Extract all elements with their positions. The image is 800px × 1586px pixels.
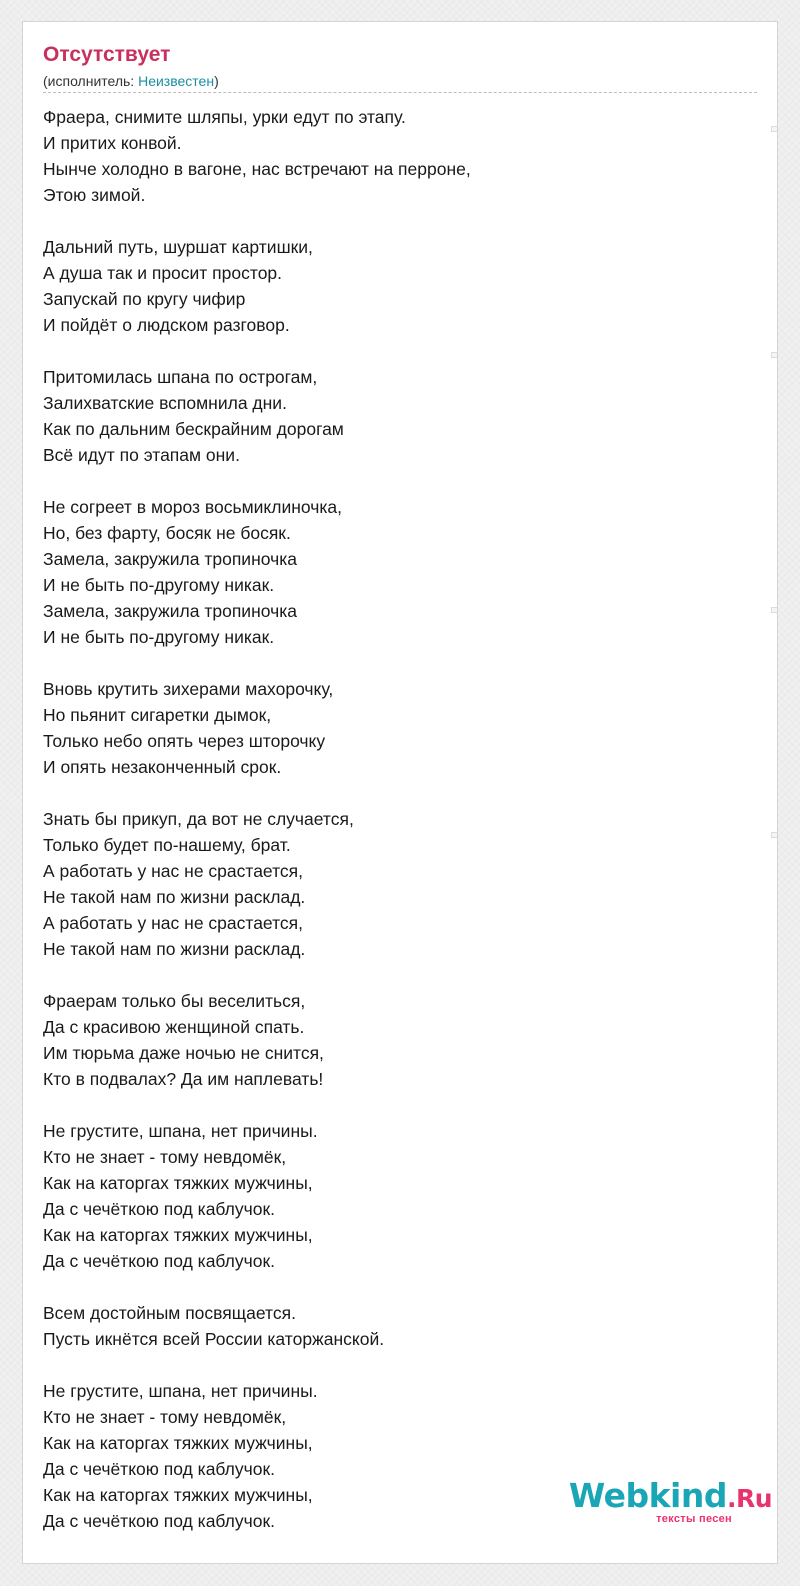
artist-suffix: ) [214, 73, 219, 89]
lyric-line: Как по дальним бескрайним дорогам [43, 419, 344, 439]
logo-tagline: тексты песен [656, 1513, 732, 1525]
lyric-line: Да с чечёткою под каблучок. [43, 1199, 276, 1219]
lyrics-card [22, 21, 778, 1564]
lyric-line: Всё идут по этапам они. [43, 445, 240, 465]
lyric-line: А работать у нас не срастается, [43, 913, 303, 933]
lyric-line: И не быть по-другому никак. [43, 575, 275, 595]
corner-mark [771, 607, 777, 613]
lyric-line: А работать у нас не срастается, [43, 861, 303, 881]
lyric-line: Замела, закружила тропиночка [43, 601, 297, 621]
logo-wordmark [569, 1478, 772, 1517]
lyric-line: Только будет по-нашему, брат. [43, 835, 291, 855]
lyric-line: Знать бы прикуп, да вот не случается, [43, 809, 354, 829]
lyric-line: Но пьянит сигаретки дымок, [43, 705, 272, 725]
lyric-line: Да с чечёткою под каблучок. [43, 1459, 276, 1479]
lyric-line: Как на каторгах тяжких мужчины, [43, 1433, 313, 1453]
lyric-line: Да с чечёткою под каблучок. [43, 1511, 276, 1531]
song-title: Отсутствует [43, 43, 171, 66]
corner-mark [771, 352, 777, 358]
lyric-line: Замела, закружила тропиночка [43, 549, 297, 569]
logo-suffix-text: .Ru [726, 1484, 772, 1513]
lyric-line: Этою зимой. [43, 185, 146, 205]
lyric-line: Фраера, снимите шляпы, урки едут по этапу. [43, 107, 406, 127]
lyric-line: Не грустите, шпана, нет причины. [43, 1121, 318, 1141]
lyric-line: Кто в подвалах? Да им наплевать! [43, 1069, 324, 1089]
lyric-line: И притих конвой. [43, 133, 182, 153]
lyric-line: Запускай по кругу чифир [43, 289, 246, 309]
lyric-line: А душа так и просит простор. [43, 263, 283, 283]
lyric-line: Залихватские вспомнила дни. [43, 393, 287, 413]
lyric-line: Дальний путь, шуршат картишки, [43, 237, 313, 257]
lyric-line: Как на каторгах тяжких мужчины, [43, 1485, 313, 1505]
corner-mark [771, 126, 777, 132]
lyric-line: Вновь крутить зихерами махорочку, [43, 679, 334, 699]
lyrics-stanza [43, 988, 763, 1092]
lyrics-stanza [43, 234, 763, 338]
lyric-line: Им тюрьма даже ночью не снится, [43, 1043, 324, 1063]
lyric-line: Да с красивою женщиной спать. [43, 1017, 305, 1037]
lyrics-stanza [43, 1118, 763, 1274]
lyric-line: Не грустите, шпана, нет причины. [43, 1381, 318, 1401]
lyric-line: Как на каторгах тяжких мужчины, [43, 1173, 313, 1193]
lyric-line: И опять незаконченный срок. [43, 757, 282, 777]
lyric-line: Притомилась шпана по острогам, [43, 367, 318, 387]
lyric-line: Как на каторгах тяжких мужчины, [43, 1225, 313, 1245]
lyrics-stanza [43, 806, 763, 962]
lyric-line: И не быть по-другому никак. [43, 627, 275, 647]
lyric-line: Но, без фарту, босяк не босяк. [43, 523, 291, 543]
lyric-line: Кто не знает - тому невдомёк, [43, 1407, 287, 1427]
lyric-line: Не такой нам по жизни расклад. [43, 939, 306, 959]
lyric-line: Всем достойным посвящается. [43, 1303, 296, 1323]
webkind-logo[interactable] [569, 1478, 772, 1525]
artist-link[interactable]: Неизвестен [138, 73, 215, 89]
lyric-line: Да с чечёткою под каблучок. [43, 1251, 276, 1271]
lyric-line: Только небо опять через шторочку [43, 731, 326, 751]
lyric-line: Пусть икнётся всей России каторжанской. [43, 1329, 385, 1349]
lyrics-stanza [43, 494, 763, 650]
lyric-line: Не согреет в мороз восьмиклиночка, [43, 497, 342, 517]
artist-line [43, 72, 219, 90]
corner-mark [771, 832, 777, 838]
lyric-line: Фраерам только бы веселиться, [43, 991, 306, 1011]
lyrics-stanza [43, 104, 763, 208]
lyrics-stanza [43, 676, 763, 780]
artist-prefix: (исполнитель: [43, 73, 139, 89]
lyric-line: Кто не знает - тому невдомёк, [43, 1147, 287, 1167]
lyric-line: Нынче холодно в вагоне, нас встречают на перроне, [43, 159, 471, 179]
title-divider [43, 92, 757, 93]
lyric-line: И пойдёт о людском разговор. [43, 315, 290, 335]
lyrics-stanza [43, 1300, 763, 1352]
lyrics-stanza [43, 364, 763, 468]
logo-main-text: Webkind [568, 1476, 727, 1515]
lyrics-body [43, 104, 763, 1534]
lyric-line: Не такой нам по жизни расклад. [43, 887, 306, 907]
